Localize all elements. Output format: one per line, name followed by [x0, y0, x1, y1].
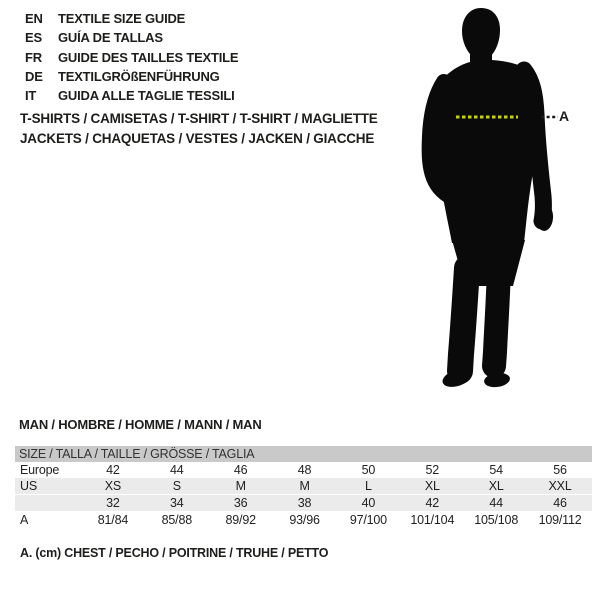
size-cell: 85/88	[161, 513, 192, 527]
lang-label: GUÍA DE TALLAS	[58, 30, 163, 46]
size-cell: M	[209, 478, 273, 495]
size-cell: 50	[361, 463, 376, 477]
language-guide-list	[25, 9, 238, 105]
lang-label: GUIDE DES TAILLES TEXTILE	[58, 49, 239, 65]
lang-row-de	[25, 67, 238, 86]
table-row-chest-a	[15, 512, 592, 529]
lang-row-es	[25, 28, 238, 47]
size-cell: 109/112	[538, 513, 582, 527]
size-table-header: SIZE / TALLA / TAILLE / GRÖSSE / TAGLIA	[15, 446, 592, 462]
product-line-jackets: JACKETS / CHAQUETAS / VESTES / JACKEN / GIACCHE	[20, 131, 375, 146]
lang-code: DE	[25, 68, 43, 84]
man-silhouette-shape	[430, 8, 555, 390]
size-cell: XL	[400, 478, 464, 495]
size-cell: 38	[273, 495, 337, 512]
size-cell: 89/92	[225, 513, 256, 527]
row-label: Europe	[20, 463, 60, 477]
lang-label: TEXTILGRÖßENFÜHRUNG	[58, 68, 220, 84]
lang-code: IT	[25, 88, 37, 104]
size-cell: 105/108	[474, 513, 519, 527]
lang-row-fr	[25, 48, 238, 67]
product-category-lines	[20, 109, 378, 149]
size-cell: 32	[81, 495, 145, 512]
lang-label: TEXTILE SIZE GUIDE	[58, 11, 186, 26]
lang-label: GUIDA ALLE TAGLIE TESSILI	[58, 88, 235, 104]
table-row-us	[15, 478, 592, 495]
section-title-man: MAN / HOMBRE / HOMME / MANN / MAN	[19, 417, 262, 432]
size-cell: 44	[170, 463, 184, 477]
size-cell: S	[145, 478, 209, 495]
size-cell: 44	[464, 495, 528, 512]
size-cell: 46	[528, 495, 592, 512]
size-cell: XXL	[528, 478, 592, 495]
size-cell: 48	[297, 463, 312, 477]
size-cell: 34	[145, 495, 209, 512]
size-cell: 81/84	[97, 513, 129, 527]
size-cell: 101/104	[410, 513, 455, 527]
row-label: A	[20, 513, 29, 527]
size-cell: M	[273, 478, 337, 495]
measure-label-a: A	[559, 108, 570, 124]
size-cell: 93/96	[289, 513, 320, 527]
row-label	[15, 495, 81, 512]
size-cell: XS	[81, 478, 145, 495]
row-label: US	[15, 478, 81, 495]
table-row-europe	[15, 462, 592, 478]
size-table	[15, 446, 592, 528]
size-cell: 42	[400, 495, 464, 512]
lang-code: EN	[25, 11, 43, 26]
size-cell: 52	[425, 463, 440, 477]
table-row-uk	[15, 495, 592, 512]
lang-code: FR	[25, 49, 42, 65]
size-cell: 36	[209, 495, 273, 512]
man-silhouette-figure	[420, 0, 600, 400]
lang-row-en	[25, 9, 238, 28]
size-cell: 97/100	[349, 513, 387, 527]
size-cell: 40	[337, 495, 401, 512]
size-cell: 46	[233, 463, 248, 477]
size-cell: 42	[106, 463, 120, 477]
size-cell: XL	[464, 478, 528, 495]
man-silhouette-image	[420, 0, 600, 400]
lang-row-it	[25, 86, 238, 105]
size-cell: 54	[489, 463, 503, 477]
footnote-chest-legend: A. (cm) CHEST / PECHO / POITRINE / TRUHE / PETTO	[20, 546, 329, 560]
size-cell: 56	[553, 463, 567, 477]
size-table-header-row	[15, 446, 592, 462]
size-cell: L	[337, 478, 401, 495]
product-line-tshirts: T-SHIRTS / CAMISETAS / T-SHIRT / T-SHIRT / MAGLIETTE	[20, 111, 378, 126]
lang-code: ES	[25, 30, 42, 46]
